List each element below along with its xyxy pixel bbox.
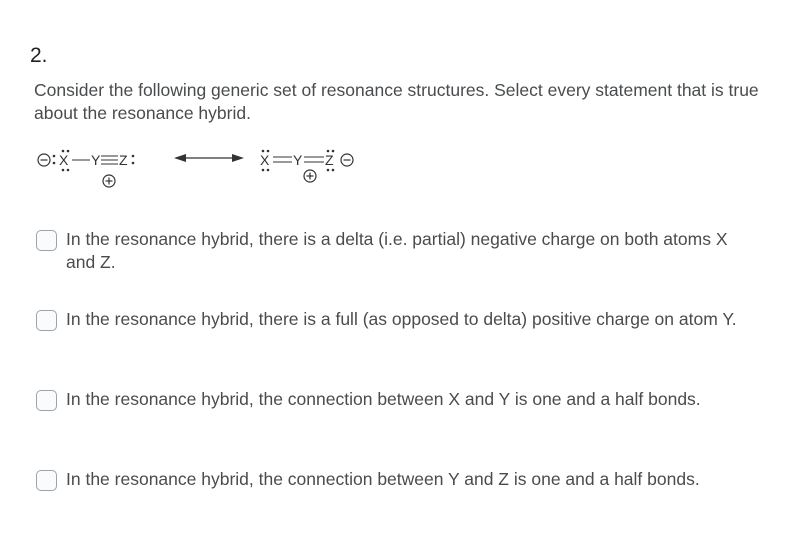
question-number: 2.	[30, 44, 48, 67]
atom-y-left: Y	[91, 152, 101, 168]
option-2-label: In the resonance hybrid, there is a full (as opposed to delta) positive charge on atom Y.	[66, 309, 737, 329]
atom-z-left: Z	[119, 152, 128, 168]
negative-charge-icon	[38, 154, 50, 166]
left-resonance-structure	[38, 150, 134, 187]
checkbox-option-4[interactable]	[36, 470, 57, 491]
right-resonance-structure	[260, 150, 353, 182]
lone-pair-z-left	[132, 155, 135, 165]
atom-z-right: Z	[325, 152, 334, 168]
resonance-double-headed-arrow	[174, 154, 244, 162]
checkbox-option-2[interactable]	[36, 310, 57, 331]
positive-charge-icon	[103, 175, 115, 187]
option-1-label: In the resonance hybrid, there is a delta (i.e. partial) negative charge on both atoms X and Z.	[66, 229, 728, 272]
checkbox-option-1[interactable]	[36, 230, 57, 251]
atom-x-left: X	[59, 152, 69, 168]
resonance-structures-figure	[30, 138, 390, 194]
positive-charge-icon-right	[304, 170, 316, 182]
atom-x-right: X	[260, 152, 270, 168]
checkbox-option-3[interactable]	[36, 390, 57, 411]
option-3-label: In the resonance hybrid, the connection between X and Y is one and a half bonds.	[66, 389, 701, 409]
question-prompt: Consider the following generic set of resonance structures. Select every statement that is true about the resonance hybrid.	[34, 80, 759, 123]
negative-charge-icon-right	[341, 154, 353, 166]
option-4-label: In the resonance hybrid, the connection between Y and Z is one and a half bonds.	[66, 469, 700, 489]
atom-y-right: Y	[293, 152, 303, 168]
